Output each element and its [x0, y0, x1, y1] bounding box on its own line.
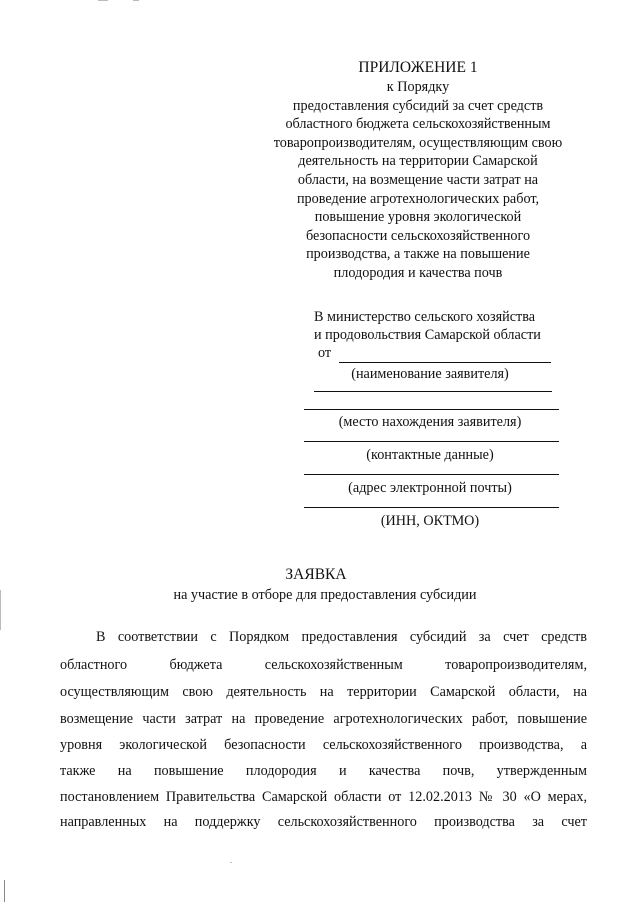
document-title: ЗАЯВКА — [285, 566, 347, 583]
applicant-name-blank — [339, 348, 551, 363]
blank-line — [314, 390, 552, 392]
appendix-line: безопасности сельскохозяйственного — [305, 227, 531, 244]
body-line: областного бюджета сельскохозяйственным товаропроизводителям, — [60, 657, 587, 673]
from-row — [300, 344, 570, 362]
field-hint-name: (наименование заявителя) — [351, 365, 509, 382]
body-line: направленных на поддержку сельскохозяйственного производства за счет — [60, 814, 587, 830]
field-hint-email: (адрес электронной почты) — [348, 480, 512, 497]
body-line: осуществляющим свою деятельность на территории Самарской области, на — [60, 684, 587, 700]
blank-line — [304, 506, 559, 508]
body-line: возмещение части затрат на проведение агротехнологических работ, повышение — [60, 711, 587, 727]
scan-mark — [98, 0, 108, 1]
appendix-title: ПРИЛОЖЕНИЕ 1 — [358, 59, 478, 76]
body-line: постановлением Правительства Самарской области от 12.02.2013 № 30 «О мерах, — [60, 789, 587, 805]
appendix-line: проведение агротехнологических работ, — [296, 190, 540, 207]
scan-mark — [230, 862, 232, 863]
blank-line — [304, 440, 559, 442]
field-hint-inn: (ИНН, ОКТМО) — [380, 513, 480, 530]
appendix-line: плодородия и качества почв — [333, 264, 503, 281]
field-hint-location: (место нахождения заявителя) — [338, 413, 522, 430]
appendix-line: деятельность на территории Самарской — [298, 153, 538, 170]
blank-line — [304, 408, 559, 410]
appendix-line: повышение уровня экологической — [314, 209, 522, 226]
body-line: также на повышение плодородия и качества почв, утвержденным — [60, 763, 587, 779]
addressee-ministry-cont: и продовольствия Самарской области — [314, 327, 541, 344]
body-line: В соответствии с Порядком предоставления субсидий за счет средств — [96, 629, 587, 645]
appendix-line: предоставления субсидий за счет средств — [292, 97, 544, 114]
scan-mark — [133, 0, 139, 1]
appendix-line: товаропроизводителям, осуществляющим свою — [273, 134, 563, 151]
addressee-ministry: В министерство сельского хозяйства — [314, 309, 536, 325]
document-subtitle: на участие в отборе для предоставления субсидии — [173, 587, 477, 603]
appendix-line: производства, а также на повышение — [306, 246, 530, 263]
scan-mark — [0, 590, 1, 630]
appendix-line: к Порядку — [386, 79, 450, 95]
body-line: уровня экологической безопасности сельскохозяйственного производства, а — [60, 737, 587, 753]
scan-mark — [4, 880, 5, 902]
field-hint-contacts: (контактные данные) — [366, 447, 494, 464]
addressee-block — [300, 308, 570, 531]
from-label: от — [318, 345, 332, 362]
blank-line — [304, 473, 559, 475]
appendix-line: областного бюджета сельскохозяйственным — [285, 116, 551, 133]
appendix-line: области, на возмещение части затрат на — [297, 171, 539, 188]
appendix-header — [248, 58, 588, 283]
